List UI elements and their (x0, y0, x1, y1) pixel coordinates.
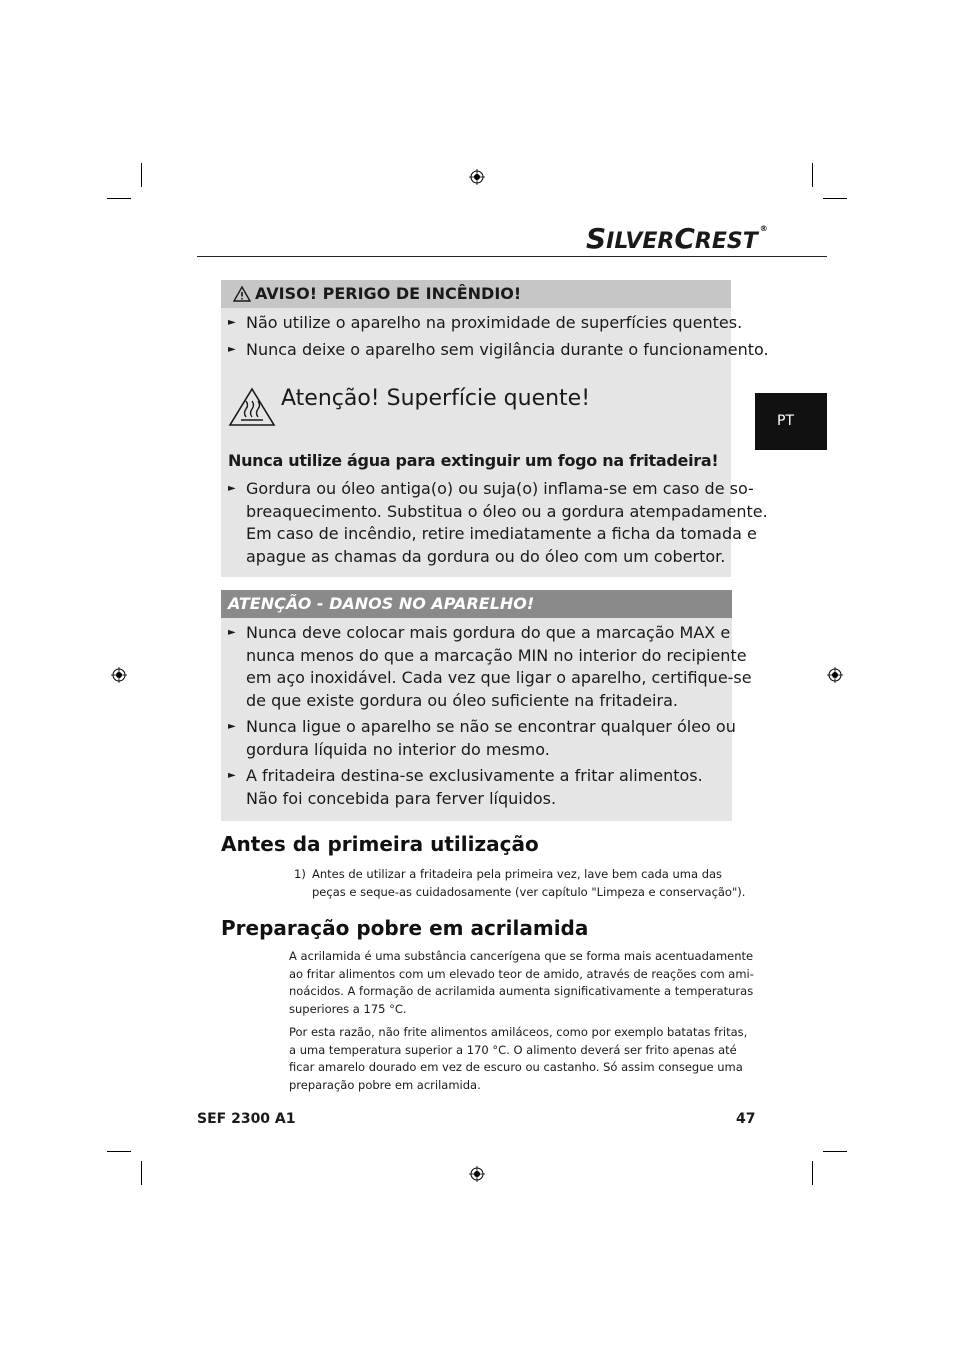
crop-mark (141, 1161, 142, 1185)
arrow-bullet-icon: ► (228, 721, 236, 732)
registration-mark-icon (469, 169, 485, 185)
header-rule (197, 256, 827, 257)
section-title-acrylamide: Preparação pobre em acrilamida (221, 916, 589, 940)
arrow-bullet-icon: ► (228, 627, 236, 638)
hot-surface-warning-icon (228, 387, 276, 427)
bold-note: Nunca utilize água para extinguir um fogo na fritadeira! (228, 451, 719, 470)
brand-logo: SILVERCREST® (586, 222, 768, 255)
arrow-bullet-icon: ► (228, 344, 236, 355)
hot-surface-title: Atenção! Superfície quente! (281, 386, 591, 411)
arrow-bullet-icon: ► (228, 770, 236, 781)
crop-mark (141, 163, 142, 187)
damage-warning-title: ATENÇÃO - DANOS NO APARELHO! (228, 594, 535, 613)
section-title-first-use: Antes da primeira utilização (221, 832, 539, 856)
damage-warning-box: ATENÇÃO - DANOS NO APARELHO! ► Nunca deve colocar mais gordura do que a marcação MAX e nunca menos do que a marcação MIN no interior do recipiente em aço inoxidável. Cada vez que ligar o aparelho, certifique-se de que existe gordura ou óleo suficiente na fritadeira. ► Nunca ligue o aparelho se não se encontrar qualquer óleo ou gordura líquida no interior do mesmo. ► A fritadeira destina-se exclusivamente a fritar alimentos. Não foi concebida para ferver líquidos. (221, 590, 732, 821)
arrow-bullet-icon: ► (228, 483, 236, 494)
crop-mark (812, 1161, 813, 1185)
fire-warning-title: AVISO! PERIGO DE INCÊNDIO! (255, 284, 522, 303)
crop-mark (107, 1151, 131, 1152)
arrow-bullet-icon: ► (228, 317, 236, 328)
crop-mark (823, 198, 847, 199)
paragraph: A acrilamida é uma substância cancerígena que se forma mais acentuadamente ao fritar alimentos com um elevado teor de amido, através de reações com ami- noácidos. A formação de acrilamida aumenta significativamente a temperaturas superiores a 175 °C. (289, 949, 754, 1016)
warning-triangle-icon (233, 286, 251, 302)
fire-warning-box: AVISO! PERIGO DE INCÊNDIO! ► Não utilize o aparelho na proximidade de superfícies quentes. ► Nunca deixe o aparelho sem vigilância durante o funcionamento. Atenção! Superfície quente! Nunca utilize água para extinguir um fogo na fritadeira! ► Gordura ou óleo antiga(o) ou suja(o) inflama-se em caso de so- breaquecimento. Substitua o óleo ou a gordura atempadamente. Em caso de incêndio, retire imediatamente a ficha da tomada e apague as chamas da gordura ou do óleo com um cobertor. (221, 280, 731, 577)
crop-mark (812, 163, 813, 187)
footer-page-number: 47 (736, 1111, 756, 1127)
registration-mark-icon (469, 1166, 485, 1182)
damage-warning-header (221, 590, 732, 618)
crop-mark (107, 198, 131, 199)
step-text: Antes de utilizar a fritadeira pela primeira vez, lave bem cada uma das peças e seque-as cuidadosamente (ver capítulo "Limpeza e conservação"). (312, 867, 746, 899)
footer-model: SEF 2300 A1 (197, 1111, 296, 1127)
step-number: 1) (294, 867, 306, 881)
paragraph: Por esta razão, não frite alimentos amiláceos, como por exemplo batatas fritas, a uma temperatura superior a 170 °C. O alimento deverá ser frito apenas até ficar amarelo dourado em vez de escuro ou castanho. Só assim consegue uma preparação pobre em acrilamida. (289, 1025, 748, 1092)
fire-warning-header (221, 280, 731, 308)
crop-mark (823, 1151, 847, 1152)
registration-mark-icon (111, 667, 127, 683)
registration-mark-icon (827, 667, 843, 683)
language-tab: PT (755, 393, 827, 450)
